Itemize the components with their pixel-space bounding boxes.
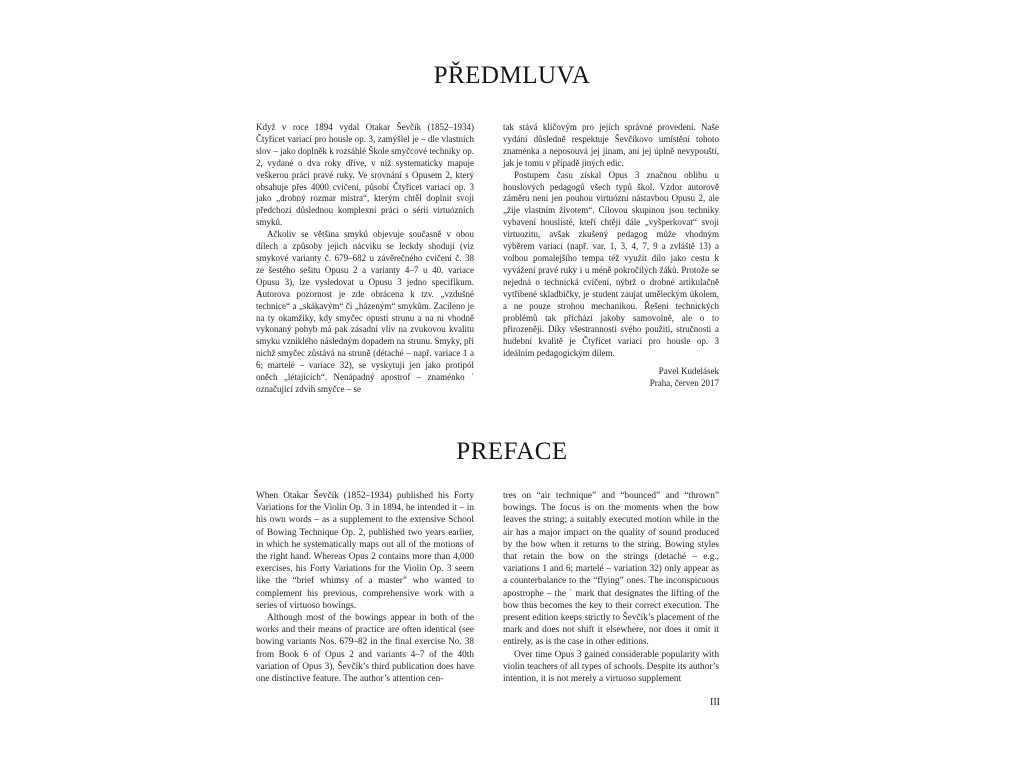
paragraph: When Otakar Ševčík (1852–1934) published his Forty Variations for the Violin Op. 3 in 1894, he intended it – in his own words – as a supplement to the extensive School of Bowing Technique Op. 2, published two years earlier, in which he systematically maps out all of the motions of the right hand. Whereas Opus 2 contains more than 4,000 exercises, his Forty Variations for the Violin Op. 3 seem like the “brief whimsy of a master” who wanted to complement his previous, comprehensive work with a series of virtuoso bowings. — [256, 491, 474, 611]
paragraph: tak stává klíčovým pro jejich správné provedení. Naše vydání důsledně respektuje Ševčíkovo umístění tohoto znaménka a neposouvá jej jinam, ani jej úplně nevypouští, jak je tomu v případě jiných edic. — [503, 122, 719, 168]
english-right-column — [503, 490, 719, 685]
paragraph: tres on “air technique” and “bounced” and “thrown” bowings. The focus is on the moments when the bow leaves the string; a suitably executed motion while in the air has a major impact on the quality of sound produced by the bow when it returns to the string. Bowing styles that retain the bow on the strings (detaché – e.g., variations 1 and 6; martelé – variation 32) only appear as a counterbalance to the “flying” ones. The inconspicuous apostrophe – the ʾ mark that designates the lifting of the bow thus becomes the key to their correct execution. The present edition keeps strictly to Ševčík’s placement of the mark and does not shift it elsewhere, nor does it omit it entirely, as is the case in other editions. — [503, 491, 719, 648]
czech-heading: PŘEDMLUVA — [433, 62, 591, 89]
signature — [503, 366, 719, 390]
paragraph: Když v roce 1894 vydal Otakar Ševčík (1852–1934) Čtyřicet variací pro housle op. 3, zamýšlel je – dle vlastních slov – jako doplněk k rozsáhlé Škole smyčcové techniky op. 2, vydané o dva roky dříve, v níž systematicky mapuje veškerou práci pravé ruky. Ve srovnání s Opusem 2, který obsahuje přes 4000 cvičení, působí Čtyřicet variací op. 3 jako „drobný rozmar mistra“, kterým chtěl doplnit svoji předchozí důslednou komplexní práci o sérii virtuózních smyků. — [256, 122, 474, 228]
czech-right-column — [503, 122, 719, 390]
signature-place: Praha, červen 2017 — [649, 378, 719, 389]
paragraph: Ačkoliv se většina smyků objevuje současně v obou dílech a způsoby jejich nácviku se leckdy shodují (viz smykové varianty č. 679–682 u závěrečného cvičení č. 38 ze šestého sešitu Opusu 2 a varianty 4–7 u 40. variace Opusu 3), lze vysledovat u Opusu 3 jedno specifikum. Autorova pozornost je zde obrácena k tzv. „vzdušné technice“ a „skákavým“ či „házeným“ smykům. Zacíleno je na ty okamžiky, kdy smyčec opustí strunu a na ní vhodně vykonaný pohyb má pak zásadní vliv na zvukovou kvalitu smyku vzniklého následným dopadem na strunu. Smyky, při nichž smyčec zůstává na struně (détaché – např. variace 1 a 6; martelé – variace 32), se vyskytují jen jako protipól oněch „létajících“. Nenápadný apostrof – znaménko ʾ označující zdvih smyčce – se — [256, 229, 474, 394]
czech-left-column — [256, 122, 474, 396]
english-left-column — [256, 490, 474, 685]
paragraph: Postupem času získal Opus 3 značnou oblibu u houslových pedagogů všech typů škol. Vzdor autorově záměru není jen pouhou virtuózní nástavbou Opusu 2, ale „žije vlastním životem“. Cílovou skupinou jsou techniky vybavení houslisté, kteří chtějí dále „vyšperkovat“ svoji virtuozitu, avšak zkušený pedagog může vhodným výběrem variací (např. var. 1, 3, 4, 7, 9 a zvláště 13) a volbou pomalejšího tempa též využít dílo jako cestu k vyvážení pravé ruky i u méně pokročilých žáků. Protože se nejedná o technická cvičení, nýbrž o drobné artikulačně vytříbené skladbičky, je student zaujat uměleckým úkolem, a ne pouze strohou mechanikou. Řešení technických problémů tak přichází jakoby samovolně, ale o to přirozeněji. Díky všestrannosti svého použití, stručnosti a hudební kvalitě je Čtyřicet variací pro housle op. 3 ideálním pedagogickým dílem. — [503, 169, 719, 359]
english-heading: PREFACE — [456, 438, 568, 465]
page-number: III — [710, 697, 720, 708]
paragraph: Over time Opus 3 gained considerable popularity with violin teachers of all types of schools. Despite its author’s intention, it is not merely a virtuoso supplement — [503, 649, 719, 685]
signature-name: Pavel Kudelásek — [658, 366, 719, 377]
paragraph: Although most of the bowings appear in both of the works and their means of practice are often identical (see bowing variants Nos. 679–82 in the final exercise No. 38 from Book 6 of Opus 2 and variants 4–7 of the 40th variation of Opus 3), Ševčík’s third publication does have one distinctive feature. The author’s attention cen- — [256, 613, 474, 685]
